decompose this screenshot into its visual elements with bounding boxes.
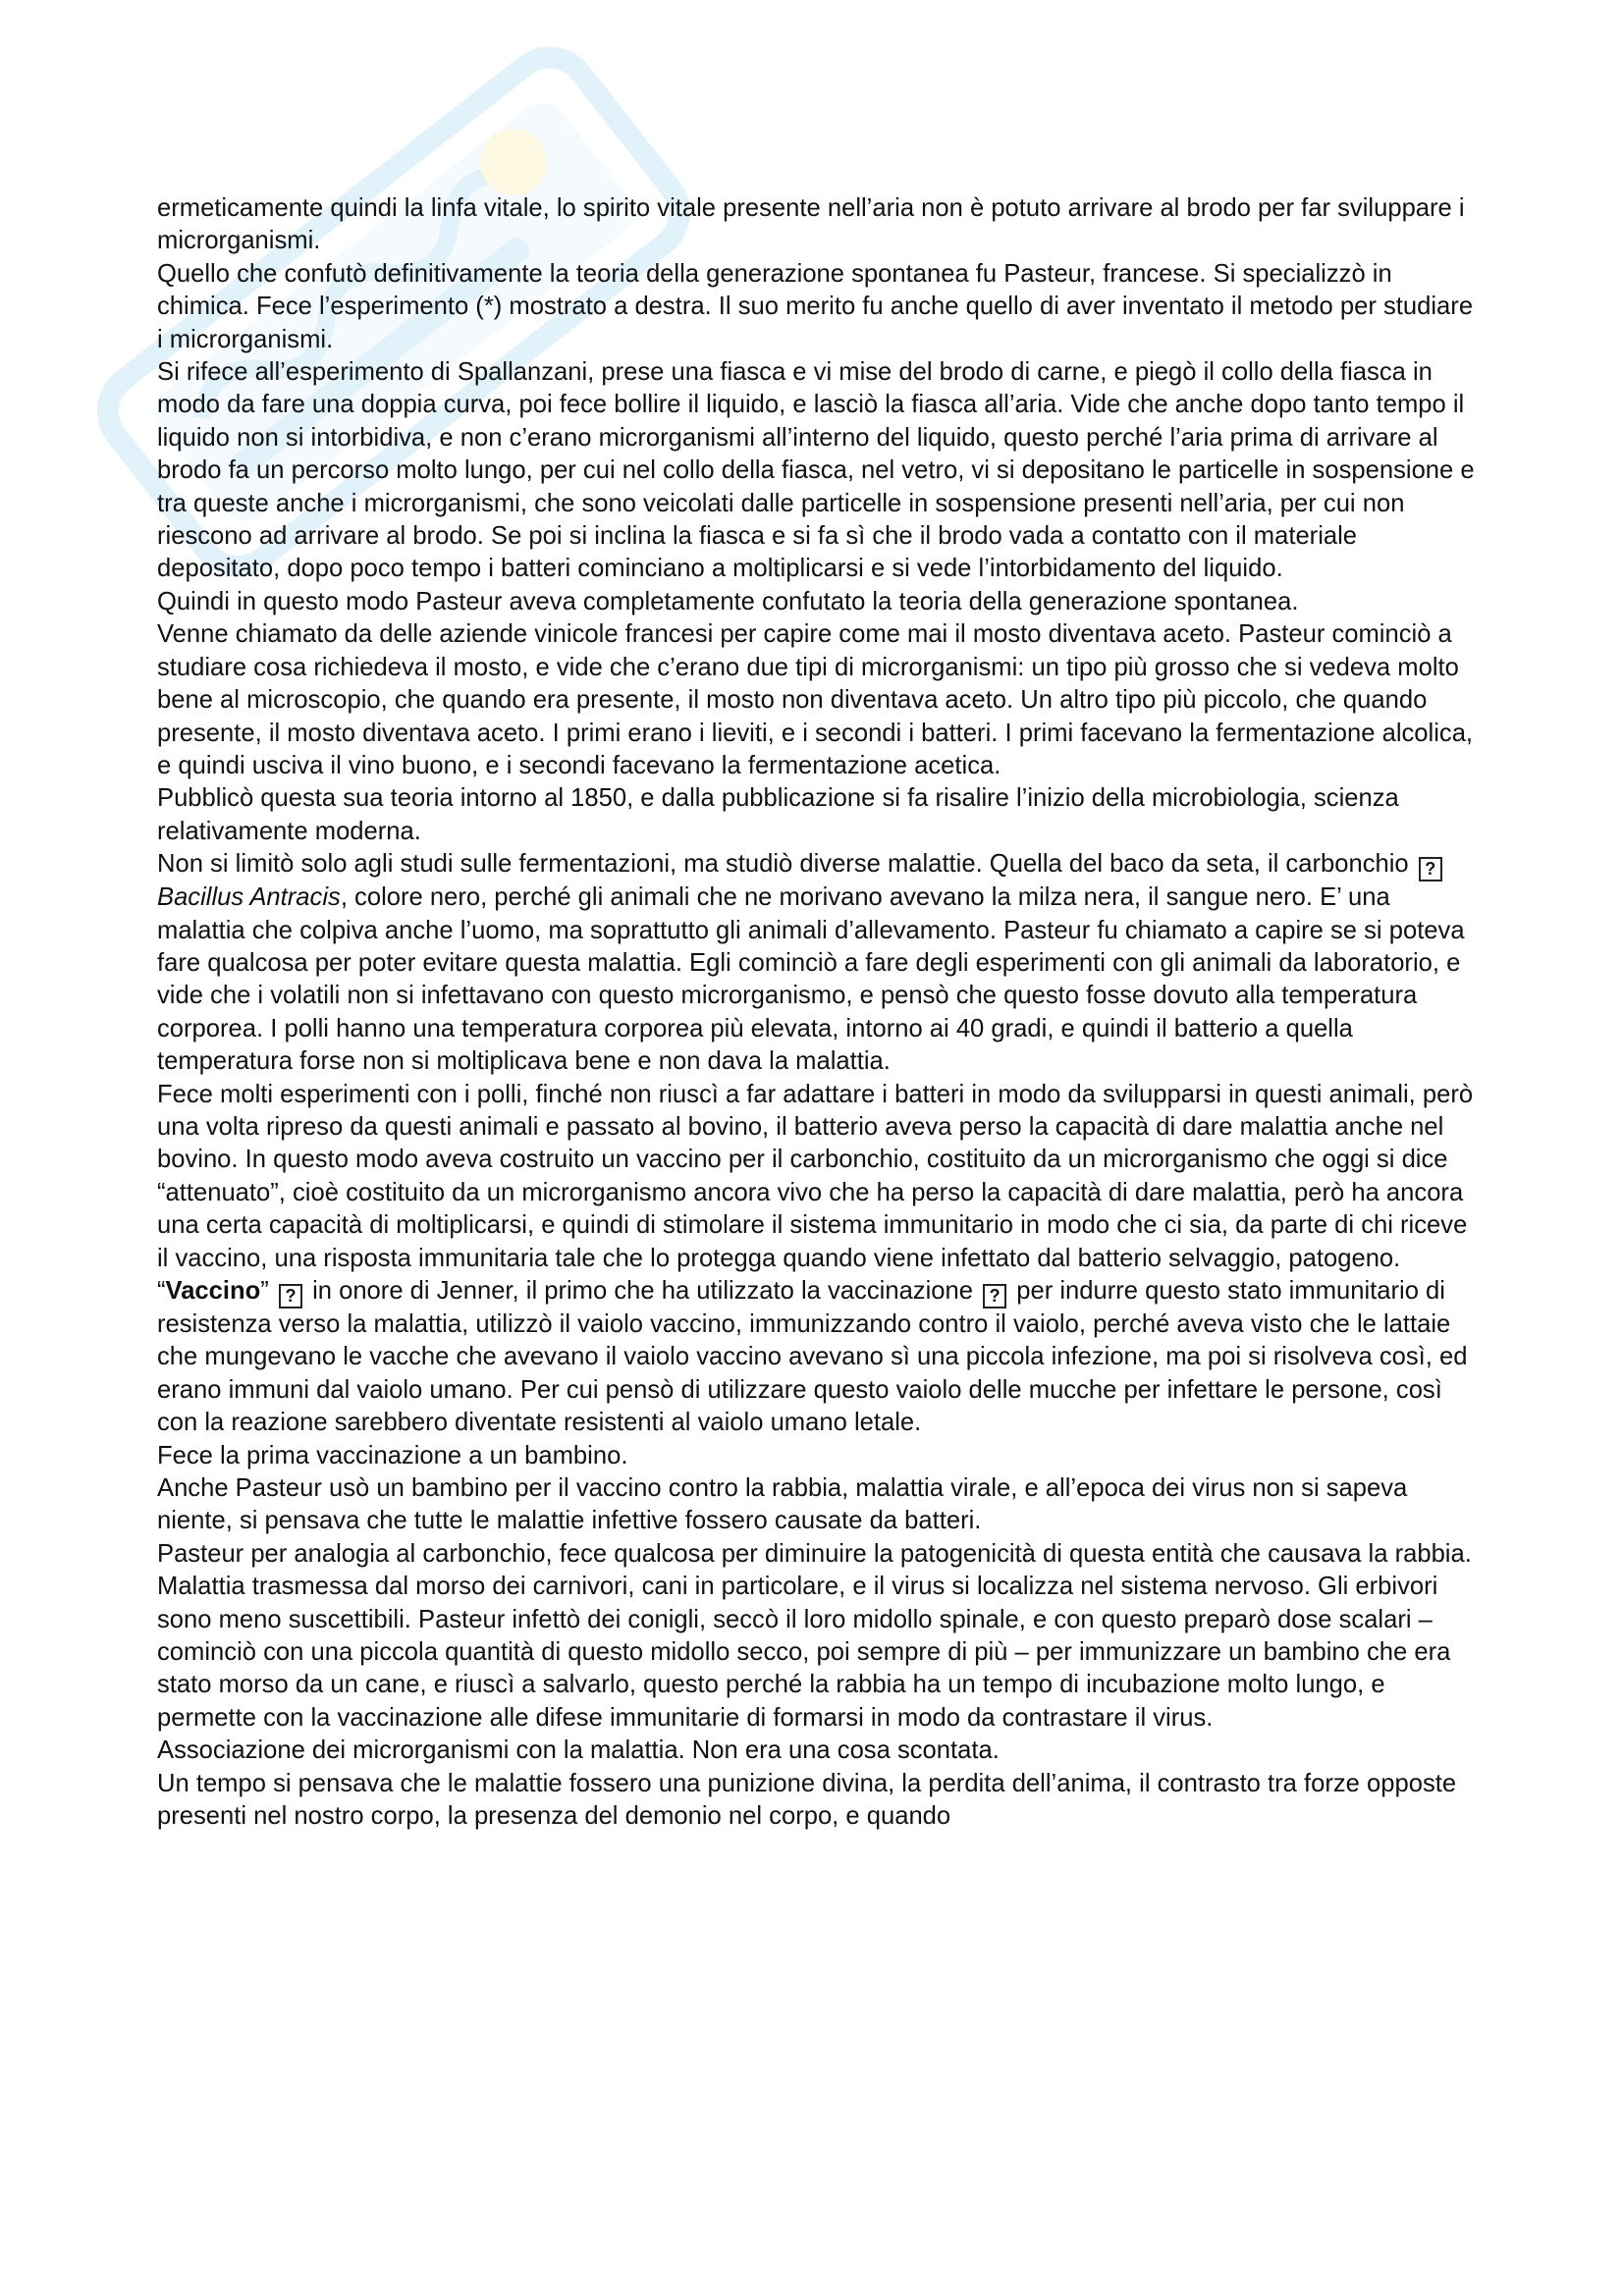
paragraph <box>157 1275 1483 1440</box>
paragraph: Fece la prima vaccinazione a un bambino. <box>157 1441 628 1469</box>
paragraph-text: Non si limitò solo agli studi sulle fermentazioni, ma studiò diverse malattie. Quella del baco da seta, il carbonchio <box>157 850 1409 879</box>
paragraph-text: per indurre questo stato immunitario di resistenza verso la malattia, utilizzò il vaiolo vaccino, immunizzando contro il vaiolo, perché aveva visto che le lattaie che mungevano le vacche che avevano il vaiolo vaccino avevano sì una piccola infezione, ma poi si risolveva così, ed erano immuni dal vaiolo umano. Per cui pensò di utilizzare questo vaiolo delle mucche per infettare le persone, così con la reazione sarebbero diventate resistenti al vaiolo umano letale. <box>157 1277 1468 1437</box>
paragraph: Quello che confutò definitivamente la teoria della generazione spontanea fu Pasteur, francese. Si specializzò in chimica. Fece l’esperimento (*) mostrato a destra. Il suo merito fu anche quello di aver inventato il metodo per studiare i microrganismi. <box>157 259 1474 353</box>
paragraph-text: , colore nero, perché gli animali che ne morivano avevano la milza nera, il sangue nero. E’ una malattia che colpiva anche l’uomo, ma soprattutto gli animali d’allevamento. Pasteur fu chiamato a capire se si poteva fare qualcosa per poter evitare questa malattia. Egli cominciò a fare degli esperimenti con gli animali da laboratorio, e vide che i volatili non si infettavano con questo microrganismo, e pensò che questo fosse dovuto alla temperatura corporea. I polli hanno una temperatura corporea più elevata, intorno ai 40 gradi, e quindi il batterio a quella temperatura forse non si moltiplicava bene e non dava la malattia. <box>157 883 1465 1076</box>
open-quote: “ <box>157 1277 166 1305</box>
missing-glyph-icon: ? <box>1419 857 1442 881</box>
paragraph: ermeticamente quindi la linfa vitale, lo spirito vitale presente nell’aria non è potuto arrivare al brodo per far sviluppare i microrganismi. <box>157 194 1465 255</box>
paragraph: Si rifece all’esperimento di Spallanzani, prese una fiasca e vi mise del brodo di carne, e piegò il collo della fiasca in modo da fare una doppia curva, poi fece bollire il liquido, e lasciò la fiasca all’aria. Vide che anche dopo tanto tempo il liquido non si intorbidiva, e non c’erano microrganismi all’interno del liquido, questo perché l’aria prima di arrivare al brodo fa un percorso molto lungo, per cui nel collo della fiasca, nel vetro, vi si depositano le particelle in sospensione e tra queste anche i microrganismi, che sono veicolati dalle particelle in sospensione presenti nell’aria, per cui non riescono ad arrivare al brodo. Se poi si inclina la fiasca e si fa sì che il brodo vada a contatto con il materiale depositato, dopo poco tempo i batteri cominciano a moltiplicarsi e si vede l’intorbidamento del liquido. <box>157 358 1475 583</box>
paragraph: Pubblicò questa sua teoria intorno al 1850, e dalla pubblicazione si fa risalire l’inizio della microbiologia, scienza relativamente moderna. <box>157 784 1399 845</box>
paragraph: Anche Pasteur usò un bambino per il vaccino contro la rabbia, malattia virale, e all’epoca dei virus non si sapeva niente, si pensava che tutte le malattie infettive fossero causate da batteri. <box>157 1474 1408 1535</box>
paragraph: Venne chiamato da delle aziende vinicole francesi per capire come mai il mosto diventava aceto. Pasteur cominciò a studiare cosa richiedeva il mosto, e vide che c’erano due tipi di microrganismi: un tipo più grosso che si vedeva molto bene al microscopio, che quando era presente, il mosto non diventava aceto. Un altro tipo più piccolo, che quando presente, il mosto diventava aceto. I primi erano i lieviti, e i secondi i batteri. I primi facevano la fermentazione alcolica, e quindi usciva il vino buono, e i secondi facevano la fermentazione acetica. <box>157 620 1474 779</box>
paragraph: Un tempo si pensava che le malattie fossero una punizione divina, la perdita dell’anima, il contrasto tra forze opposte presenti nel nostro corpo, la presenza del demonio nel corpo, e quando <box>157 1769 1457 1831</box>
missing-glyph-icon: ? <box>279 1284 302 1308</box>
paragraph-text: in onore di Jenner, il primo che ha utilizzato la vaccinazione <box>312 1277 973 1305</box>
paragraph: Fece molti esperimenti con i polli, finché non riuscì a far adattare i batteri in modo da svilupparsi in questi animali, però una volta ripreso da questi animali e passato al bovino, il batterio aveva perso la capacità di dare malattia anche nel bovino. In questo modo aveva costruito un vaccino per il carbonchio, costituito da un microrganismo che oggi si dice “attenuato”, cioè costituito da un microrganismo ancora vivo che ha perso la capacità di dare malattia, però ha ancora una certa capacità di moltiplicarsi, e quindi di stimolare il sistema immunitario in modo che ci sia, da parte di chi riceve il vaccino, una risposta immunitaria tale che lo protegga quando viene infettato dal batterio selvaggio, patogeno. <box>157 1080 1474 1272</box>
paragraph: Quindi in questo modo Pasteur aveva completamente confutato la teoria della generazione spontanea. <box>157 587 1299 615</box>
document-body <box>157 192 1483 1834</box>
species-name: Bacillus Antracis <box>157 883 341 912</box>
missing-glyph-icon: ? <box>983 1284 1006 1308</box>
paragraph: Associazione dei microrganismi con la malattia. Non era una cosa scontata. <box>157 1736 1000 1765</box>
term-vaccino: Vaccino <box>165 1277 261 1305</box>
close-quote: ” <box>260 1277 269 1305</box>
paragraph <box>157 848 1483 1078</box>
paragraph: Pasteur per analogia al carbonchio, fece qualcosa per diminuire la patogenicità di questa entità che causava la rabbia. Malattia trasmessa dal morso dei carnivori, cani in particolare, e il virus si localizza nel sistema nervoso. Gli erbivori sono meno suscettibili. Pasteur infettò dei conigli, seccò il loro midollo spinale, e con questo preparò dose scalari – cominciò con una piccola quantità di questo midollo secco, poi sempre di più – per immunizzare un bambino che era stato morso da un cane, e riuscì a salvarlo, questo perché la rabbia ha un tempo di incubazione molto lungo, e permette con la vaccinazione alle difese immunitarie di formarsi in modo da contrastare il virus. <box>157 1539 1472 1732</box>
